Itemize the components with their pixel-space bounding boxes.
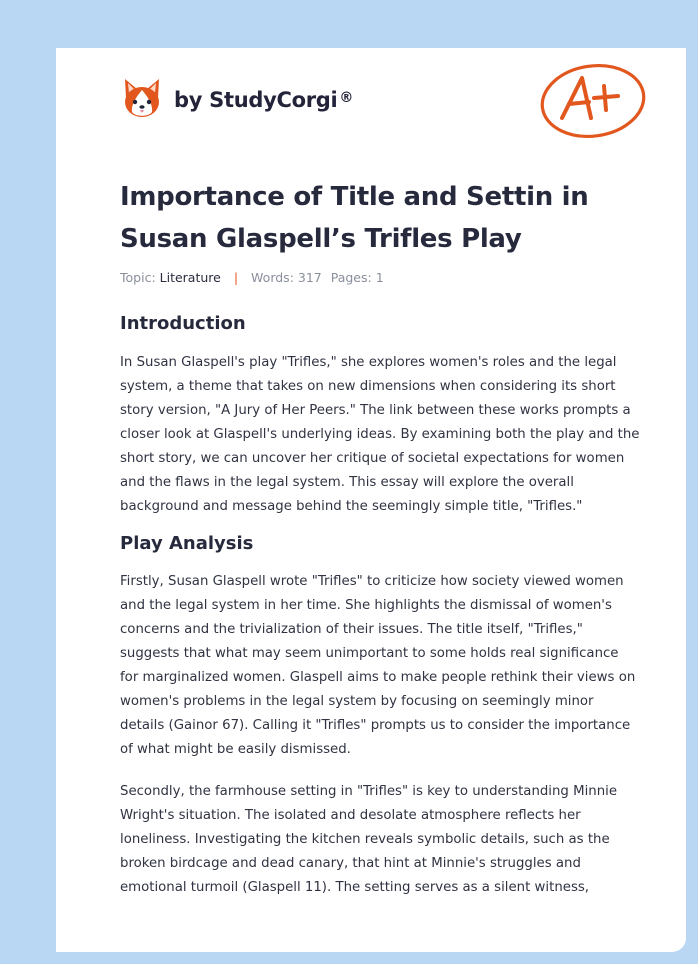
section-heading-introduction: Introduction [120,313,246,334]
paragraph-introduction: In Susan Glaspell's play "Trifles," she explores women's roles and the legal system, a theme that takes on new dimensions when considering its short story version, "A Jury of Her Peers." The link between these works prompts a closer look at Glaspell's underlying ideas. By examining both the play and the short story, we can uncover her critique of societal expectations for women and the flaws in the legal system. This essay will explore the overall background and message behind the seemingly simple title, "Trifles." [120,355,640,514]
topic-link[interactable]: Literature [159,270,221,285]
registered-mark: ® [339,90,354,106]
essay-page [56,48,686,952]
essay-meta [120,270,384,285]
brand-name: by StudyCorgi [174,88,338,112]
studycorgi-logo[interactable] [122,76,353,120]
essay-title: Importance of Title and Settin in Susan Glaspell’s Trifles Play [120,182,589,254]
paragraph-play-analysis-2: Secondly, the farmhouse setting in "Trifles" is key to understanding Minnie Wright's situation. The isolated and desolate atmosphere reflects her loneliness. Investigating the kitchen reveals symbolic details, such as the broken birdcage and dead canary, that hint at Minnie's struggles and emotional turmoil (Glaspell 11). The setting serves as a silent witness, [120,784,617,895]
a-plus-stamp-icon [538,60,648,142]
pages-label: Pages: [330,270,372,285]
corgi-icon [122,76,162,120]
meta-separator: | [233,270,239,285]
words-count: 317 [297,270,322,285]
section-heading-play-analysis: Play Analysis [120,533,254,554]
essay-body [120,310,640,900]
paragraph-play-analysis-1: Firstly, Susan Glaspell wrote "Trifles" to criticize how society viewed women and the legal system in her time. She highlights the dismissal of women's concerns and the trivialization of their issues. The title itself, "Trifles," suggests that what may seem unimportant to some holds real significance for marginalized women. Glaspell aims to make people rethink their views on women's problems in the legal system by focusing on seemingly minor details (Gainor 67). Calling it "Trifles" prompts us to consider the importance of what might be easily dismissed. [120,574,636,757]
topic-label: Topic: [120,270,156,285]
words-label: Words: [251,270,294,285]
pages-count: 1 [375,270,384,285]
